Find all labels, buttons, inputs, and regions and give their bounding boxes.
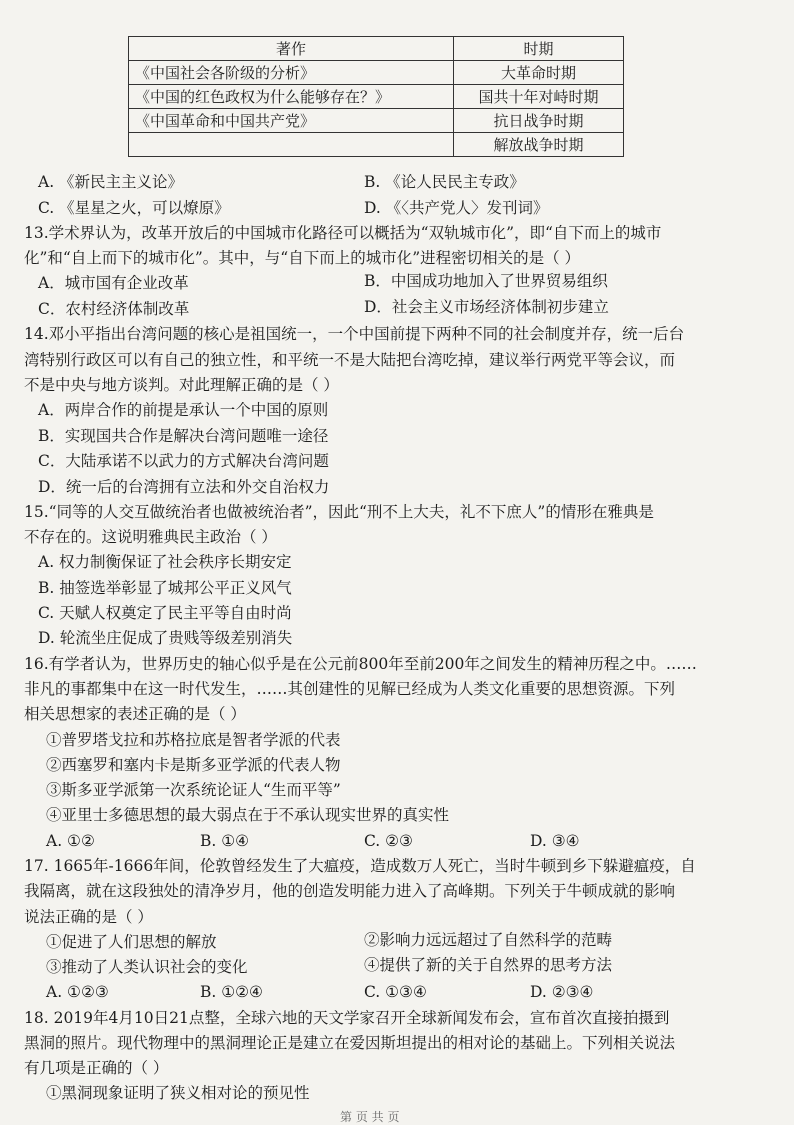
q13-option-a: A．城市国有企业改革: [38, 274, 189, 292]
table-row: [129, 85, 624, 109]
table-cell: [129, 133, 454, 157]
q15-option-c: C. 天赋人权奠定了民主平等自由时尚: [38, 604, 292, 622]
q15-option-b: B. 抽签选举彰显了城邦公平正义风气: [38, 579, 292, 597]
q16-statement-4: ④亚里士多德思想的最大弱点在于不承认现实世界的真实性: [46, 806, 450, 824]
table-header-row: [129, 37, 624, 61]
q16-option-c: C. ②③: [364, 832, 413, 850]
q17-option-b: B. ①②④: [200, 983, 263, 1001]
q17-statement-3: ③推动了人类认识社会的变化: [46, 958, 248, 976]
q15-option-d: D. 轮流坐庄促成了贵贱等级差别消失: [38, 629, 293, 647]
q16-statement-3: ③斯多亚学派第一次系统论证人“生而平等”: [46, 781, 341, 799]
q14-option-c: C．大陆承诺不以武力的方式解决台湾问题: [38, 452, 329, 470]
q12-option-b: B. 《论人民民主专政》: [364, 173, 525, 191]
q16-option-b: B. ①④: [200, 832, 250, 850]
q14-option-d: D．统一后的台湾拥有立法和外交自治权力: [38, 478, 330, 496]
table-cell: 大革命时期: [454, 61, 624, 85]
q18-statement-1: ①黑洞现象证明了狭义相对论的预见性: [46, 1084, 310, 1102]
page-footer: 第 页 共 页: [340, 1110, 400, 1124]
q13-option-b: B．中国成功地加入了世界贸易组织: [364, 272, 608, 290]
q17-option-c: C. ①③④: [364, 983, 427, 1001]
q18-stem: 18. 2019年4月10日21点整，全球六地的天文学家召开全球新闻发布会，宣布首次直接拍摄到: [24, 1009, 670, 1027]
q12-option-a: A. 《新民主主义论》: [38, 173, 184, 191]
table-header-period: 时期: [454, 37, 624, 61]
table-row: [129, 133, 624, 157]
q13-stem: 13.学术界认为，改革开放后的中国城市化路径可以概括为“双轨城市化”，即“自下而上的城市: [24, 224, 662, 242]
q16-option-d: D. ③④: [530, 832, 580, 850]
q17-statement-1: ①促进了人们思想的解放: [46, 933, 217, 951]
q12-option-c: C. 《星星之火，可以燎原》: [38, 199, 230, 217]
table-cell: 《中国社会各阶级的分析》: [129, 61, 454, 85]
q16-stem: 非凡的事都集中在这一时代发生，……其创建性的见解已经成为人类文化重要的思想资源。下列: [24, 680, 676, 698]
q16-stem: 相关思想家的表述正确的是（ ）: [24, 705, 246, 723]
table-row: [129, 109, 624, 133]
q14-option-b: B．实现国共合作是解决台湾问题唯一途径: [38, 427, 329, 445]
q17-option-d: D. ②③④: [530, 983, 594, 1001]
table-header-works: 著作: [129, 37, 454, 61]
q13-option-d: D．社会主义市场经济体制初步建立: [364, 298, 609, 316]
q15-option-a: A. 权力制衡保证了社会秩序长期安定: [38, 553, 292, 571]
q16-statement-1: ①普罗塔戈拉和苏格拉底是智者学派的代表: [46, 731, 341, 749]
q17-stem: 说法正确的是（ ）: [24, 908, 153, 926]
q14-stem: 不是中央与地方谈判。对此理解正确的是（ ）: [24, 376, 339, 394]
q14-stem: 14.邓小平指出台湾问题的核心是祖国统一，一个中国前提下两种不同的社会制度并存，统一后台: [24, 325, 685, 343]
q16-stem: 16.有学者认为，世界历史的轴心似乎是在公元前800年至前200年之间发生的精神历程之中。……: [24, 655, 697, 673]
works-period-table: [128, 36, 624, 157]
q15-stem: 15.“同等的人交互做统治者也做被统治者”，因此“刑不上大夫，礼不下庶人”的情形在雅典是: [24, 503, 654, 521]
q18-stem: 黑洞的照片。现代物理中的黑洞理论正是建立在爱因斯坦提出的相对论的基础上。下列相关说法: [24, 1034, 676, 1052]
q13-option-c: C．农村经济体制改革: [38, 300, 190, 318]
q17-statement-2: ②影响力远远超过了自然科学的范畴: [364, 931, 613, 949]
table-cell: 解放战争时期: [454, 133, 624, 157]
q12-option-d: D. 《〈共产党人〉发刊词》: [364, 199, 549, 217]
table-row: [129, 61, 624, 85]
q18-stem: 有几项是正确的（ ）: [24, 1059, 169, 1077]
q14-stem: 湾特别行政区可以有自己的独立性，和平统一不是大陆把台湾吃掉，建议举行两党平等会议，而: [24, 351, 676, 369]
q14-option-a: A．两岸合作的前提是承认一个中国的原则: [38, 401, 329, 419]
table-cell: 《中国革命和中国共产党》: [129, 109, 454, 133]
table-cell: 抗日战争时期: [454, 109, 624, 133]
q13-stem: 化”和“自上而下的城市化”。其中，与“自下而上的城市化”进程密切相关的是（ ）: [24, 249, 581, 267]
q16-statement-2: ②西塞罗和塞内卡是斯多亚学派的代表人物: [46, 756, 341, 774]
q17-stem: 我隔离，就在这段独处的清净岁月，他的创造发明能力进入了高峰期。下列关于牛顿成就的影响: [24, 882, 676, 900]
q16-option-a: A. ①②: [46, 832, 95, 850]
table-cell: 国共十年对峙时期: [454, 85, 624, 109]
table-cell: 《中国的红色政权为什么能够存在？》: [129, 85, 454, 109]
q15-stem: 不存在的。这说明雅典民主政治（ ）: [24, 528, 277, 546]
q17-stem: 17. 1665年-1666年间，伦敦曾经发生了大瘟疫，造成数万人死亡，当时牛顿到乡下躲避瘟疫，自: [24, 857, 696, 875]
q17-option-a: A. ①②③: [46, 983, 109, 1001]
q17-statement-4: ④提供了新的关于自然界的思考方法: [364, 956, 613, 974]
